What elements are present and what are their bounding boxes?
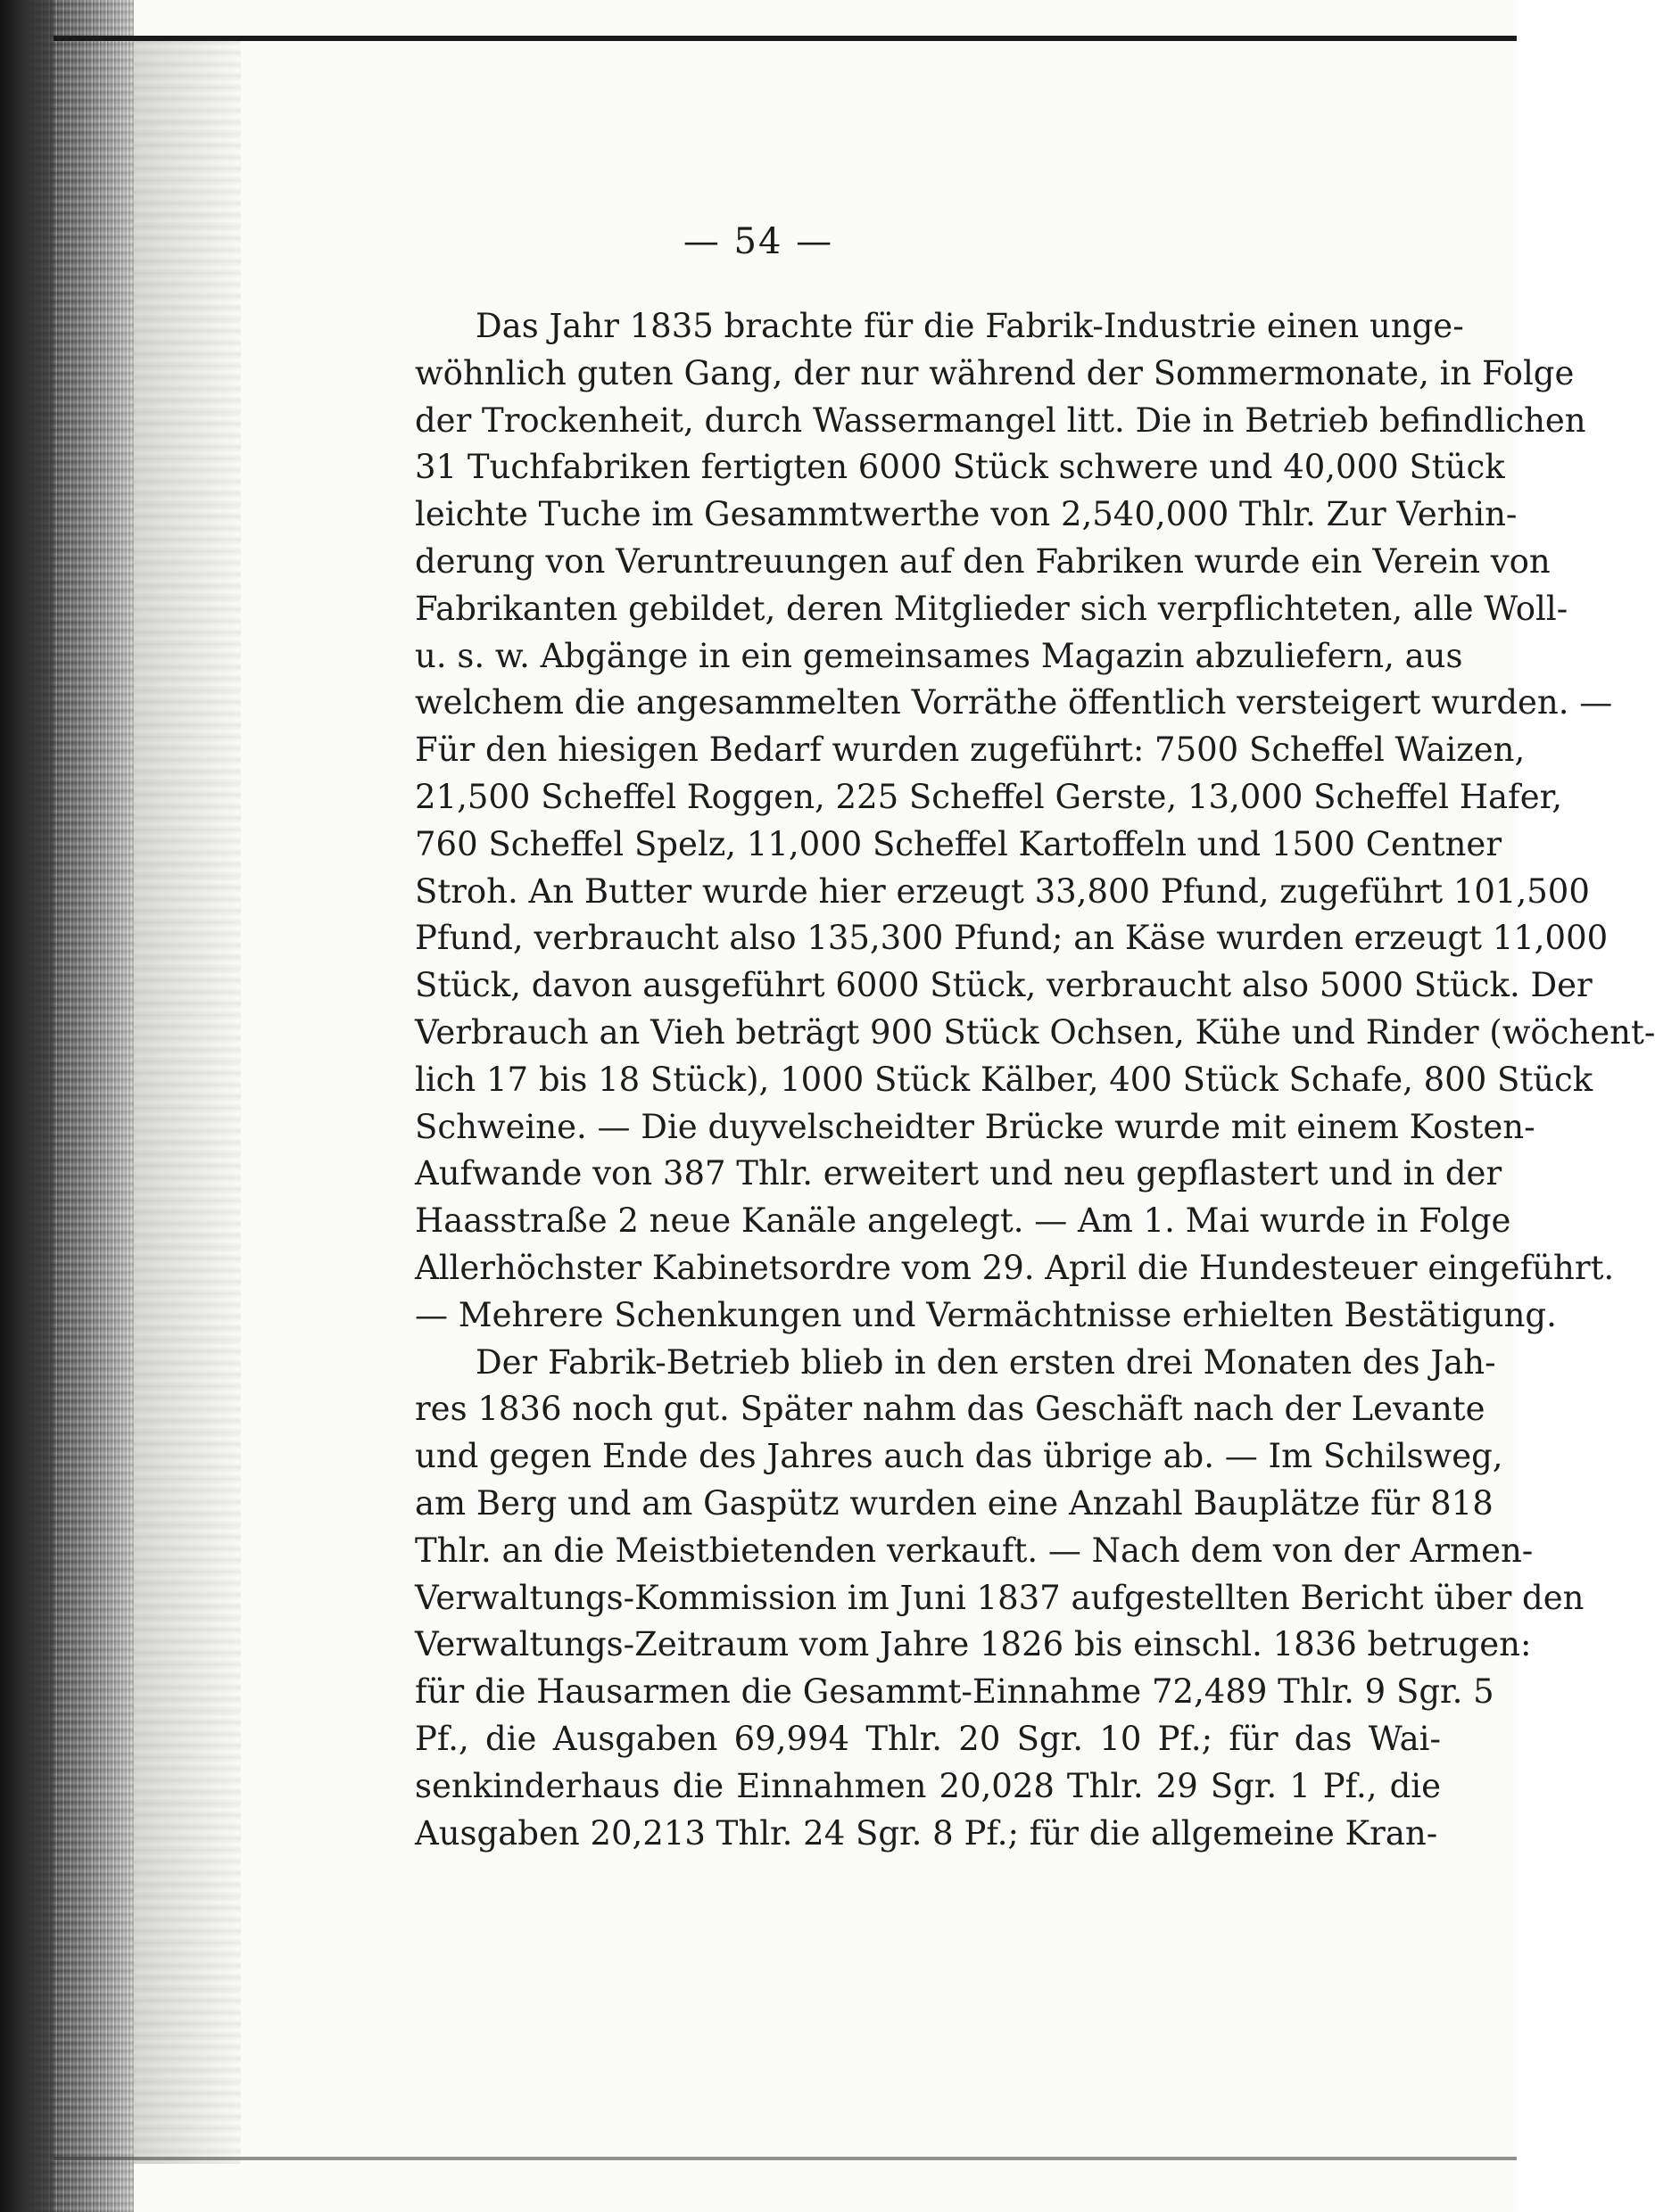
- scan-speckle: [134, 41, 241, 2164]
- text-line: Thlr. an die Meistbietenden verkauft. — Nach dem von der Armen-: [415, 1531, 1534, 1570]
- text-line: lich 17 bis 18 Stück), 1000 Stück Kälber, 400 Stück Schafe, 800 Stück: [415, 1060, 1593, 1099]
- text-line: am Berg und am Gaspütz wurden eine Anzahl Bauplätze für 818: [415, 1483, 1494, 1523]
- text-line: Verwaltungs-Zeitraum vom Jahre 1826 bis einschl. 1836 betrugen:: [415, 1625, 1532, 1664]
- text-line: Allerhöchster Kabinetsordre vom 29. April die Hundesteuer eingeführt.: [415, 1248, 1615, 1287]
- paragraph-2: [415, 1340, 1585, 1858]
- text-line: senkinderhaus die Einnahmen 20,028 Thlr. 29 Sgr. 1 Pf., die: [415, 1766, 1441, 1805]
- text-line: Schweine. — Die duyvelscheidter Brücke wurde mit einem Kosten-: [415, 1107, 1535, 1146]
- page-bottom-edge: [54, 2157, 1517, 2160]
- text-line: Für den hiesigen Bedarf wurden zugeführt: 7500 Scheffel Waizen,: [415, 730, 1526, 770]
- text-line: der Trockenheit, durch Wassermangel litt. Die in Betrieb befindlichen: [415, 400, 1586, 440]
- text-line: für die Hausarmen die Gesammt-Einnahme 72,489 Thlr. 9 Sgr. 5: [415, 1672, 1494, 1712]
- text-line: welchem die angesammelten Vorräthe öffentlich versteigert wurden. —: [415, 683, 1613, 722]
- text-line: Verwaltungs-Kommission im Juni 1837 aufgestellten Bericht über den: [415, 1578, 1585, 1617]
- text-line: Pf., die Ausgaben 69,994 Thlr. 20 Sgr. 10 Pf.; für das Wai-: [415, 1719, 1441, 1758]
- text-line: Verbrauch an Vieh beträgt 900 Stück Ochsen, Kühe und Rinder (wöchent-: [415, 1012, 1655, 1052]
- binding-edge-shadow: [0, 0, 54, 2212]
- page-top-edge: [54, 36, 1517, 41]
- text-line: Aufwande von 387 Thlr. erweitert und neu gepflastert und in der: [415, 1154, 1502, 1193]
- text-line: — Mehrere Schenkungen und Vermächtnisse erhielten Bestätigung.: [415, 1295, 1557, 1334]
- text-line: Der Fabrik-Betrieb blieb in den ersten drei Monaten des Jah-: [476, 1342, 1496, 1382]
- text-line: res 1836 noch gut. Später nahm das Geschäft nach der Levante: [415, 1390, 1485, 1429]
- text-line: leichte Tuche im Gesammtwerthe von 2,540,000 Thlr. Zur Verhin-: [415, 495, 1518, 534]
- text-line: Ausgaben 20,213 Thlr. 24 Sgr. 8 Pf.; für die allgemeine Kran-: [415, 1813, 1438, 1853]
- text-line: derung von Veruntreuungen auf den Fabriken wurde ein Verein von: [415, 541, 1551, 581]
- paragraph-1: [415, 303, 1655, 1340]
- text-line: wöhnlich guten Gang, der nur während der Sommermonate, in Folge: [415, 353, 1575, 392]
- text-line: Das Jahr 1835 brachte für die Fabrik-Industrie einen unge-: [476, 307, 1464, 345]
- text-line: Haasstraße 2 neue Kanäle angelegt. — Am 1. Mai wurde in Folge: [415, 1201, 1511, 1241]
- text-line: Pfund, verbraucht also 135,300 Pfund; an Käse wurden erzeugt 11,000: [415, 919, 1609, 958]
- text-line: Stroh. An Butter wurde hier erzeugt 33,800 Pfund, zugeführt 101,500: [415, 871, 1590, 911]
- text-line: 31 Tuchfabriken fertigten 6000 Stück schwere und 40,000 Stück: [415, 448, 1505, 487]
- text-line: Stück, davon ausgeführt 6000 Stück, verbraucht also 5000 Stück. Der: [415, 966, 1593, 1005]
- body-text: [415, 303, 1655, 1857]
- text-line: 21,500 Scheffel Roggen, 225 Scheffel Gerste, 13,000 Scheffel Hafer,: [415, 777, 1563, 816]
- text-line: und gegen Ende des Jahres auch das übrige ab. — Im Schilsweg,: [415, 1437, 1503, 1476]
- text-line: u. s. w. Abgänge in ein gemeinsames Magazin abzuliefern, aus: [415, 636, 1463, 675]
- page-number: — 54 —: [683, 221, 834, 262]
- text-line: Fabrikanten gebildet, deren Mitglieder sich verpflichteten, alle Woll-: [415, 589, 1568, 628]
- text-line: 760 Scheffel Spelz, 11,000 Scheffel Kartoffeln und 1500 Centner: [415, 824, 1502, 863]
